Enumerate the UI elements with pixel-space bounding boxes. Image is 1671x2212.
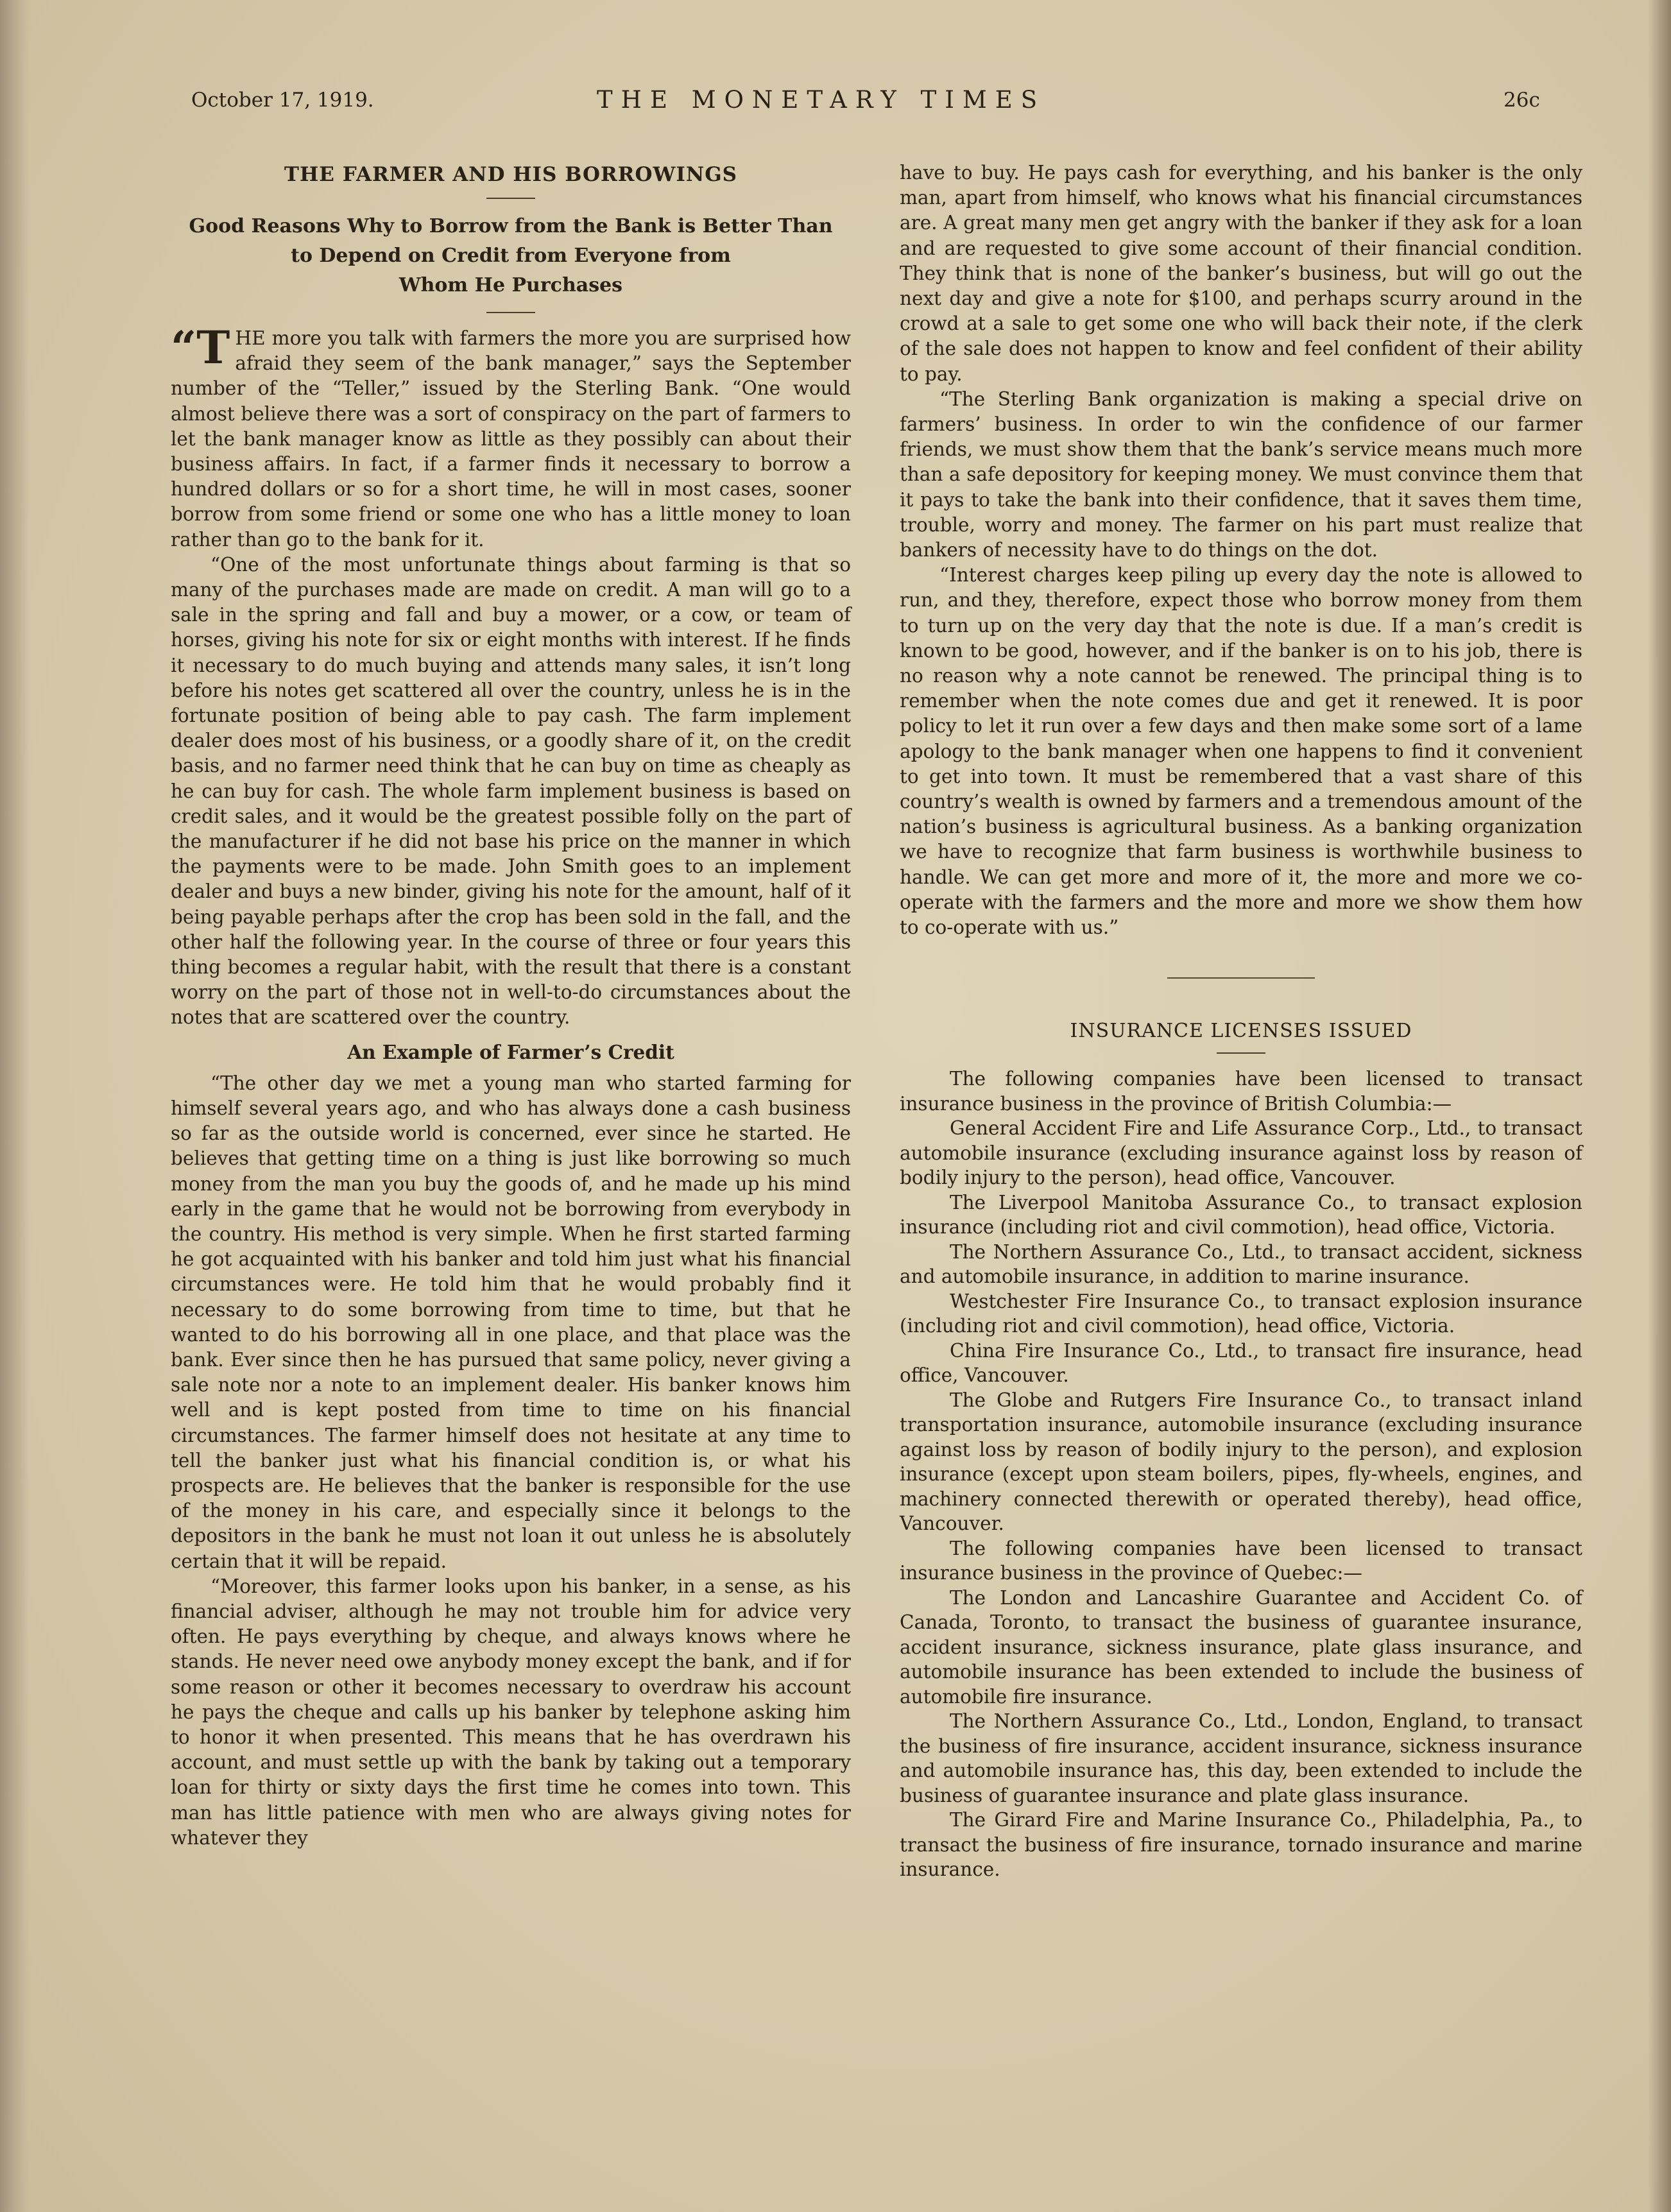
license-item: The following companies have been licensed to transact insurance business in the province of British Columbia:— [900,1068,1582,1115]
article-body [171,321,851,1851]
article-title: THE FARMER AND HIS BORROWINGS [284,163,738,186]
license-item: The Globe and Rutgers Fire Insurance Co., to transact inland transportation insurance, automobile insurance (excluding insurance against loss by reason of bodily injury to the person), and explosion insurance (except upon steam boilers, pipes, fly-wheels, engines, and machinery connected therewith or operated thereby), head office, Vancouver. [900,1389,1582,1535]
binding-shadow-right [1648,0,1671,2212]
article-body-continued [900,160,1582,940]
paragraph: have to buy. He pays cash for everything, and his banker is the only man, apart from himself, who knows what his financial circumstances are. A great many men get angry with the banker if they ask for a loan and are requested to give some account of their financial condition. They think that is none of the banker’s business, but will go out the next day and give a note for $100, and perhaps scurry around in the crowd at a sale to get some one who will back their note, if the clerk of the sale does not happen to know and feel confident of their ability to pay. [900,162,1582,385]
paragraph [171,321,851,553]
license-item: The London and Lancashire Guarantee and Accident Co. of Canada, Toronto, to transact the business of guarantee insurance, accident insurance, sickness insurance, plate glass insurance, and automobile insurance has been extended to include the business of automobile fire insurance. [900,1586,1582,1708]
license-item: General Accident Fire and Life Assurance Corp., Ltd., to transact automobile insurance (excluding insurance against loss by reason of bodily injury to the person), head office, Vancouver. [900,1117,1582,1189]
drop-cap-letter: T [196,321,230,374]
opening-quote: “ [171,321,197,374]
license-item: China Fire Insurance Co., Ltd., to transact fire insurance, head office, Vancouver. [900,1339,1582,1387]
binding-shadow-left [0,0,30,2212]
license-item: The Girard Fire and Marine Insurance Co., Philadelphia, Pa., to transact the business of fire insurance, tornado insurance and marine insurance. [900,1809,1582,1881]
page-number: 26c [1504,89,1540,112]
running-head [0,86,1671,121]
insurance-title: INSURANCE LICENSES ISSUED [1070,1020,1412,1043]
license-item: The following companies have been licensed to transact insurance business in the province of Quebec:— [900,1537,1582,1584]
deck-line: Good Reasons Why to Borrow from the Bank is Better Than [189,215,833,237]
paragraph: “Moreover, this farmer looks upon his banker, in a sense, as his financial adviser, although he may not trouble him for advice very often. He pays everything by cheque, and always knows where he stands. He never need owe anybody money except the bank, and if for some reason or other it becomes necessary to overdraw his account he pays the cheque and calls up his banker by telephone asking him to honor it when presented. This means that he has overdrawn his account, and must settle up with the bank by taking out a temporary loan for thirty or sixty days the first time he comes into town. This man has little patience with men who are always giving notes for whatever they [171,1575,851,1849]
deck-rule [486,312,535,313]
license-item: The Northern Assurance Co., Ltd., to transact accident, sickness and automobile insurance, in addition to marine insurance. [900,1240,1582,1288]
publication-title: THE MONETARY TIMES [597,86,1046,114]
deck-line: to Depend on Credit from Everyone from [291,244,731,267]
paragraph: “One of the most unfortunate things about farming is that so many of the purchases made are made on credit. A man will go to a sale in the spring and fall and buy a mower, or a cow, or team of horses, giving his note for six or eight months with interest. If he finds it necessary to do much buying and attends many sales, it isn’t long before his notes get scattered all over the country, unless he is in the fortunate position of being able to pay cash. The farm implement dealer does most of his business, or a goodly share of it, on the credit basis, and no farmer need think that he can buy on time as cheaply as he can buy for cash. The whole farm implement business is based on credit sales, and it would be the greatest possible folly on the part of the manufacturer if he did not base his price on the manner in which the payments were to be made. John Smith goes to an implement dealer and buys a new binder, giving his note for the amount, half of it being payable perhaps after the crop has been sold in the fall, and the other half the following year. In the course of three or four years this thing becomes a regular habit, with the result that there is a constant worry on the part of those not in well-to-do circumstances about the notes that are scattered over the country. [171,553,851,1029]
title-rule [486,198,535,199]
paragraph: “The other day we met a young man who started farming for himself several years ago, and who has always done a cash business so far as the outside world is concerned, ever since he started. He believes that getting time on a thing is just like borrowing so much money from the man you buy the goods of, and he made up his mind early in the game that he would not be borrowing from everybody in the country. His method is very simple. When he first started farming he got acquainted with his banker and told him just what his financial circumstances were. He told him that he would probably find it necessary to do some borrowing from time to time, but that he wanted to do his borrowing all in one place, and that place was the bank. Ever since then he has pursued that same policy, never giving a sale note nor a note to an implement dealer. His banker knows him well and is kept posted from time to time on his financial circumstances. The farmer himself does not hesitate at any time to tell the banker just what his financial condition is, or what his prospects are. He believes that the banker is responsible for the use of the money in his care, and especially since it belongs to the depositors in the bank he must not loan it out unless he is absolutely certain that it will be repaid. [171,1072,851,1572]
license-item: The Northern Assurance Co., Ltd., London, England, to transact the business of fire insurance, accident insurance, sickness insurance and automobile insurance has, this day, been extended to include the business of guarantee insurance and plate glass insurance. [900,1710,1582,1806]
right-column [900,160,1582,1882]
drop-cap [171,321,230,374]
paragraph: “Interest charges keep piling up every day the note is allowed to run, and they, therefore, expect those who borrow money from them to turn up on the very day that the note is due. If a man’s credit is known to be good, however, and if the banker is on to his job, there is no reason why a note cannot be renewed. The principal thing is to remember when the note comes due and get it renewed. It is poor policy to let it run over a few days and then make some sort of a lame apology to the bank manager when one happens to find it convenient to get into town. It must be remembered that a vast share of this country’s wealth is owned by farmers and a tremendous amount of the nation’s business is agricultural business. As a banking organization we have to recognize that farm business is worthwhile business to handle. We can get more and more of it, the more and more we co-operate with the farmers and the more and more we show them how to co-operate with us.” [900,564,1582,939]
left-column [171,160,851,1851]
article-deck [171,212,851,300]
issue-date: October 17, 1919. [191,89,374,112]
article-separator [1167,977,1315,979]
insurance-body [900,1067,1582,1882]
subheading: An Example of Farmer’s Credit [347,1040,674,1063]
deck-line: Whom He Purchases [398,274,623,296]
paragraph-text: HE more you talk with farmers the more you are surprised how afraid they seem of the bank manager,” says the September number of the “Teller,” issued by the Sterling Bank. “One would almost believe there was a sort of conspiracy on the part of farmers to let the bank manager know as little as they possibly can about their business affairs. In fact, if a farmer finds it necessary to borrow a hundred dollars or so for a short time, he will in most cases, sooner borrow from some friend or some one who has a little money to loan rather than go to the bank for it. [171,327,851,551]
license-item: Westchester Fire Insurance Co., to transact explosion insurance (including riot and civil commotion), head office, Victoria. [900,1290,1582,1337]
license-item: The Liverpool Manitoba Assurance Co., to transact explosion insurance (including riot and civil commotion), head office, Victoria. [900,1191,1582,1239]
insurance-title-rule [1217,1052,1265,1054]
paragraph: “The Sterling Bank organization is making a special drive on farmers’ business. In order to win the confidence of our farmer friends, we must show them that the bank’s service means much more than a safe depository for keeping money. We must convince them that it pays to take the bank into their confidence, that it saves them time, trouble, worry and money. The farmer on his part must realize that bankers of necessity have to do things on the dot. [900,388,1582,562]
